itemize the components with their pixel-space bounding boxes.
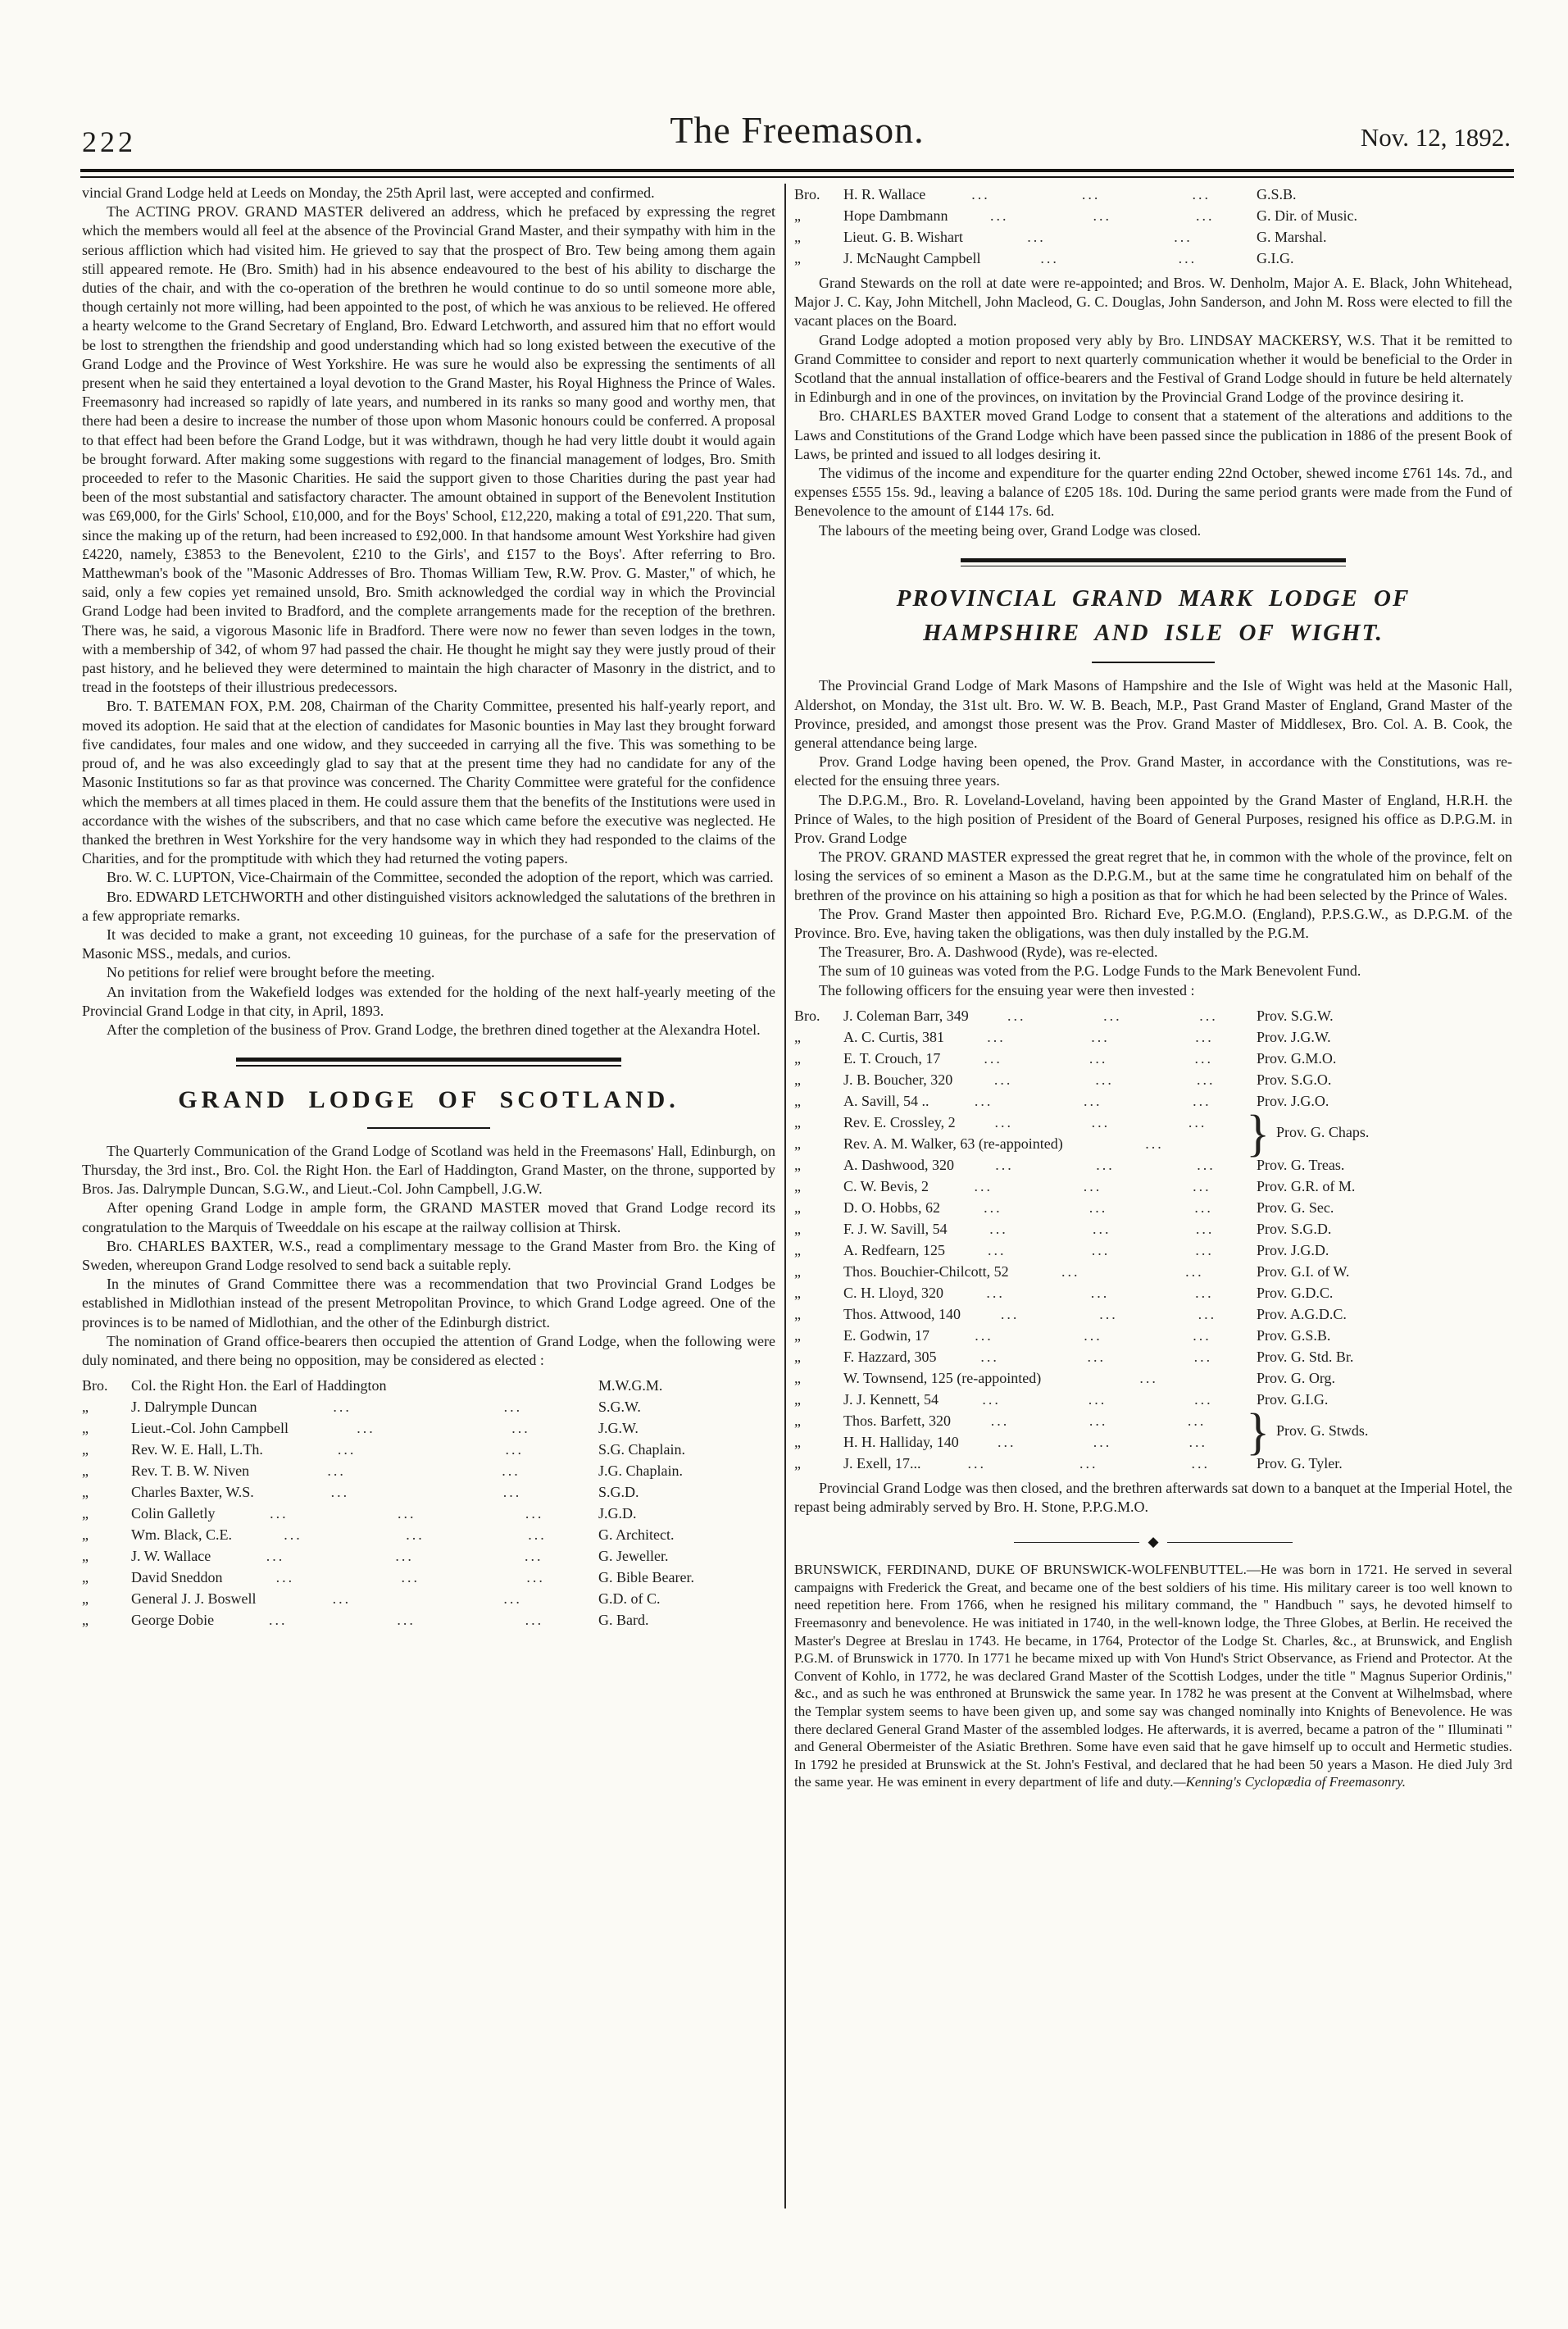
body-paragraph: Bro. T. BATEMAN FOX, P.M. 208, Chairman of the Charity Committee, presented his half-yearly report, and moved its adoption. He said that at the election of candidates for Masonic bounties in May last they brought forward five candidates, four males and one widow, and they succeeded in carrying all the five. This was something to be proud of, and he was also exceedingly glad to say that at the present time they had no candidate for any of the Masonic Institutions so far as that province was concerned. The Charity Committee were grateful for the confidence which the members at all times placed in them. He could assure them that the benefits of the Institutions were used in accordance with the wishes of the subscribers, and that no case which came before the executive was neglected. He thanked the brethren in West Yorkshire for the very handsome way in which they had responded to the claims of the Charities, and for the promptitude with which they had returned the voting papers. [82,698,775,867]
footnote-text: BRUNSWICK, FERDINAND, DUKE OF BRUNSWICK-WOLFENBUTTEL.—He was born in 1721. He served in several campaigns with Frederick the Great, and became one of the best soldiers of his time. His military career is too well known to need repetition here. From 1766, when he resigned his military command, the " Handbuch " says, he devoted himself to Freemasonry and benevolence. He was initiated in 1740, in the well-known lodge, the Three Globes, at Berlin. He received the Master's Degree at Breslau in 1743. He became, in 1764, Protector of the Lodge St. Charles, &c., at Brunswick, and English P.G.M. of Brunswick in 1770. In 1771 he became mixed up with Von Hund's Strict Observance, as Friend and Protector. At the Convent of Kohlo, in 1772, he was declared Grand Master of the Scottish Lodges, under the title " Magnus Superior Ordinis," &c., and as such he was enthroned at Brunswick the same year. In 1782 he was present at the Convent at Wilhelmsbad, where the Templar system seems to have been given up, and some say was changed nominally into Knights of Benevolence. He was there declared General Grand Master of the assembled lodges. He afterwards, it is averred, became a patron of the " Illuminati " and General Obermeister of the Asiatic Brethren. Some have even said that he gave himself up to occult and Hermetic studies. In 1792 he presided at Brunswick at the St. John's Festival, and declared that he had been 50 years a Mason. He died July 3rd the same year. He was eminent in every department of life and duty. [794,1562,1512,1790]
scotland-officer-list [82,1375,775,1631]
officer-row: „ Thos. Bouchier-Chilcott, 52 ... ... Prov. G.I. of W. [794,1262,1350,1280]
officer-row: „ Rev. A. M. Walker, 63 (re-appointed) ... [794,1135,1164,1152]
continuation-paragraph: vincial Grand Lodge held at Leeds on Monday, the 25th April last, were accepted and confirmed. [82,184,655,201]
body-paragraph: Grand Stewards on the roll at date were re-appointed; and Bros. W. Denholm, Major A. E. Black, John Whitehead, Major J. C. Kay, John Mitchell, John Macleod, G. C. Douglas, John Sanderson, and John M. Ross were elected to fill the vacant places on the Board. [794,275,1512,330]
officer-row: „ E. Godwin, 17 ... ... ... Prov. G.S.B. [794,1326,1331,1344]
officer-brace-group: „ Thos. Barfett, 320 ... ... ... „ H. H. Halliday, 140 ... ... ... } Prov. G. Stwds. [794,1403,1369,1460]
body-paragraph: The Quarterly Communication of the Grand Lodge of Scotland was held in the Freemasons' Hall, Edinburgh, on Thursday, the 3rd inst., Bro. Col. the Right Hon. the Earl of Haddington, Grand Master, on the throne, supported by Bros. Jas. Dalrymple Duncan, S.G.W., and Lieut.-Col. John Campbell, J.G.W. [82,1142,775,1198]
section-title-scotland: GRAND LODGE OF SCOTLAND. [178,1085,679,1113]
officer-row: „ Rev. T. B. W. Niven ... ... J.G. Chaplain. [82,1462,683,1480]
officer-row: „ Rev. W. E. Hall, L.Th. ... ... S.G. Chaplain. [82,1441,685,1458]
body-paragraph: The D.P.G.M., Bro. R. Loveland-Loveland, having been appointed by the Grand Master of England, H.R.H. the Prince of Wales, to the high position of President of the Board of General Purposes, resigned his office as D.P.G.M. in Prov. Grand Lodge [794,791,1512,847]
body-paragraph: An invitation from the Wakefield lodges was extended for the holding of the next half-yearly meeting of the Provincial Grand Lodge in that city, in April, 1893. [82,983,775,1019]
section-rule-thick [236,1058,621,1062]
body-paragraph: The Provincial Grand Lodge of Mark Masons of Hampshire and the Isle of Wight was held at the Masonic Hall, Aldershot, on Monday, the 31st ult. Bro. W. W. B. Beach, M.P., Past Grand Master of England, Grand Master of the Province, presided, and amongst those present was the Prov. Grand Master of Middlesex, Bro. Col. A. B. Cook, the general attendance being large. [794,677,1512,752]
body-paragraph: The nomination of Grand office-bearers then occupied the attention of Grand Lodge, when the following were duly nominated, and there being no opposition, may be considered as elected : [82,1332,775,1368]
officer-row: „ Hope Dambmann ... ... ... G. Dir. of Music. [794,207,1357,224]
officer-row: „ Rev. E. Crossley, 2 ... ... ... [794,1113,1207,1130]
body-paragraph: The following officers for the ensuing year were then invested : [819,981,1195,998]
officer-row: „ Thos. Attwood, 140 ... ... ... Prov. A.G.D.C. [794,1305,1347,1322]
officer-row: „ J. B. Boucher, 320 ... ... ... Prov. S.G.O. [794,1071,1332,1088]
officer-row: „ F. Hazzard, 305 ... ... ... Prov. G. Std. Br. [794,1348,1354,1365]
officer-row: „ George Dobie ... ... ... G. Bard. [82,1612,649,1629]
body-paragraph: Bro. CHARLES BAXTER moved Grand Lodge to consent that a statement of the alterations and additions to the Laws and Constitutions of the Grand Lodge which have been passed since the publication in 1886 of the present Book of Laws, be printed and issued to all lodges desiring it. [794,407,1512,462]
officer-row: „ J. Dalrymple Duncan ... ... S.G.W. [82,1399,641,1416]
officer-row: „ W. Townsend, 125 (re-appointed) ... Prov. G. Org. [794,1369,1336,1386]
section-title-line2: HAMPSHIRE AND ISLE OF WIGHT. [923,620,1384,647]
left-column [82,184,775,1635]
hampshire-officer-list [794,1005,1512,1474]
officer-row: „ J. J. Kennett, 54 ... ... ... Prov. G.I.G. [794,1390,1329,1408]
officer-row: „ J. McNaught Campbell ... ... G.I.G. [794,250,1294,266]
brunswick-footnote [794,1561,1512,1791]
body-paragraph: No petitions for relief were brought before the meeting. [107,964,435,981]
officer-row: „ A. Dashwood, 320 ... ... ... Prov. G. Treas. [794,1156,1345,1173]
body-paragraph: After the completion of the business of Prov. Grand Lodge, the brethren dined together at the Alexandra Hotel. [107,1021,761,1038]
body-paragraph: The labours of the meeting being over, Grand Lodge was closed. [819,521,1202,539]
body-paragraph: The ACTING PROV. GRAND MASTER delivered an address, which he prefaced by expressing the regret which the members would all feel at the absence of the Provincial Grand Master, and their sympathy with him in the serious affliction which had visited him. He grieved to say that the prospect of Bro. Tew being among them again still appeared remote. He (Bro. Smith) had in his absence endeavoured to the best of his ability to discharge the duties of the chair, and with the co-operation of the brethren he would continue to do so until someone more able, though certainly not more willing, had been appointed to the post, of which he was anxious to be relieved. He offered a hearty welcome to the Grand Secretary of England, Bro. Edward Letchworth, and assured him that no effort would be lost to strengthen the friendship and good understanding which had so long existed between the executive of the Grand Lodge and the Province of West Yorkshire. He was sure he would also be expressing the sentiments of all present when he said they entertained a loyal devotion to the Grand Master, his Royal Highness the Prince of Wales. Freemasonry had increased so rapidly of late years, and numbered in its ranks so many good and worthy men, that there had been a desire to increase the number of those upon whom Masonic honours could be conferred. A proposal to that effect had been before the Grand Lodge, but it was withdrawn, though he had very little doubt it would again be brought forward. After making some suggestions with regard to the financial management of lodges, Bro. Smith proceeded to refer to the Masonic Charities. He said the support given to those Charities during the past year had been of the most substantial and satisfactory character. The amount obtained in support of the Benevolent Institution was £69,000, for the Girls' School, £10,000, and for the Boys' School, £12,220, making a total of £91,220. That sum, since the making up of the return, had been increased to £92,000. In that handsome amount West Yorkshire had given £4220, namely, £3853 to the Benevolent, £210 to the Girls', and £157 to the Boys'. After referring to Bro. Matthewman's book of the "Masonic Addresses of Bro. Thomas William Tew, R.W. Prov. G. Master," of which, he said, only a few copies yet remained unsold, Bro. Smith acknowledged the cordial way in which the Provincial Grand Lodge had been invited to Bradford, and the complete arrangements made for the reception of the brethren. There was, he said, a vigorous Masonic life in Bradford. There were now no fewer than seven lodges in the town, with a membership of 342, of whom 97 had passed the chair. He thought he might say they were justly proud of their past history, and he believed they were determined to maintain the high character of Masonry in the district, and to tread in the footsteps of their illustrious predecessors. [82,203,775,696]
body-paragraph: The PROV. GRAND MASTER expressed the great regret that he, in common with the whole of the province, felt on losing the services of so eminent a Mason as the D.P.G.M., but at the same time he congratulated him on behalf of the brethren of the province on his attaining so high a position as that for which he had been selected by the Prince of Wales. [794,848,1512,903]
officer-row: „ F. J. W. Savill, 54 ... ... ... Prov. S.G.D. [794,1220,1332,1237]
hampshire-report [794,676,1512,999]
officer-row: „ Thos. Barfett, 320 ... ... ... [794,1412,1207,1429]
divider-line [1014,1542,1139,1544]
hampshire-closing-paragraph: Provincial Grand Lodge was then closed, and the brethren afterwards sat down to a banquet at the Imperial Hotel, the repast being admirably served by Bro. H. Stone, P.P.G.M.O. [794,1479,1512,1516]
officer-row: Bro. H. R. Wallace ... ... ... G.S.B. [794,186,1297,202]
body-paragraph: The Prov. Grand Master then appointed Bro. Richard Eve, P.G.M.O. (England), P.P.S.G.W., as D.P.G.M. of the Province. Bro. Eve, having taken the obligations, was then duly installed by the P.G.M. [794,905,1512,942]
body-paragraph: It was decided to make a grant, not exceeding 10 guineas, for the purchase of a safe for the preservation of Masonic MSS., medals, and curios. [82,926,775,962]
issue-date: Nov. 12, 1892. [1360,123,1511,152]
scotland-report [82,1142,775,1370]
officer-row: „ H. H. Halliday, 140 ... ... ... [794,1433,1208,1450]
body-paragraph: The Treasurer, Bro. A. Dashwood (Ryde), was re-elected. [819,944,1158,961]
officer-row: „ David Sneddon ... ... ... G. Bible Bearer. [82,1569,694,1586]
scotland-officer-list-continued [794,184,1512,269]
officer-row: „ Wm. Black, C.E. ... ... ... G. Architect. [82,1526,675,1544]
divider-line [1167,1542,1293,1544]
scotland-report-continued [794,274,1512,540]
header-rule-thin [80,176,1514,178]
officer-row: „ A. Redfearn, 125 ... ... ... Prov. J.G.D. [794,1241,1329,1258]
footnote-source: —Kenning's Cyclopædia of Freemasonry. [1173,1774,1406,1790]
section-rule-thin [961,566,1346,567]
body-paragraph: The vidimus of the income and expenditure for the quarter ending 22nd October, shewed income £761 14s. 7d., and expenses £555 15s. 9d., leaving a balance of £205 18s. 10d. During the same period grants were made from the Fund of Benevolence to the amount of £144 17s. 6d. [794,465,1512,520]
officer-row: „ Lieut.-Col. John Campbell ... ... J.G.W. [82,1420,639,1437]
brace-icon: } [1246,1104,1270,1162]
body-paragraph: The sum of 10 guineas was voted from the P.G. Lodge Funds to the Mark Benevolent Fund. [819,962,1361,980]
section-subrule [1092,662,1215,663]
right-column [794,184,1512,1791]
officer-brace-group: „ Rev. E. Crossley, 2 ... ... ... „ Rev. A. M. Walker, 63 (re-appointed) ... } Prov. G. Chaps. [794,1104,1370,1162]
section-rule-thick [961,558,1346,562]
west-yorkshire-report [82,202,775,1039]
officer-row: Bro. Col. the Right Hon. the Earl of Haddington M.W.G.M. [82,1377,663,1394]
diamond-divider-icon: ◆ [1148,1534,1159,1550]
officer-row: „ General J. J. Boswell ... ... G.D. of C. [82,1590,661,1608]
officer-row: „ J. W. Wallace ... ... ... G. Jeweller. [82,1548,669,1565]
body-paragraph: In the minutes of Grand Committee there was a recommendation that two Provincial Grand Lodges be established in Midlothian instead of the present Metropolitan Province, to which Grand Lodge agreed. One of the provinces is to be named of Midlothian, and the other of the Edinburgh district. [82,1276,775,1331]
column-divider [784,184,786,2208]
officer-row: „ A. Savill, 54 .. ... ... ... Prov. J.G.O. [794,1092,1329,1109]
officer-row: „ D. O. Hobbs, 62 ... ... ... Prov. G. Sec. [794,1199,1334,1216]
page-header [80,105,1514,171]
officer-row: Bro. J. Coleman Barr, 349 ... ... ... Prov. S.G.W. [794,1007,1334,1024]
body-paragraph: Grand Lodge adopted a motion proposed very ably by Bro. LINDSAY MACKERSY, W.S. That it be remitted to Grand Committee to consider and report to next quarterly communication whether it would be beneficial to the Order in Scotland that the annual installation of office-bearers and the Festival of Grand Lodge should in future be held alternately in Edinburgh and in one of the provinces, on invitation by the Provincial Grand Lodge of the province desiring it. [794,331,1512,406]
officer-row: „ Charles Baxter, W.S. ... ... S.G.D. [82,1484,639,1501]
footnote-divider [1014,1534,1293,1550]
page-number: 222 [82,125,136,158]
body-paragraph: Bro. W. C. LUPTON, Vice-Chairmain of the Committee, seconded the adoption of the report, which was carried. [107,869,774,886]
body-paragraph: Prov. Grand Lodge having been opened, the Prov. Grand Master, in accordance with the Constitutions, was re-elected for the ensuing three years. [794,753,1512,789]
section-title-hampshire [794,581,1512,650]
body-paragraph: Bro. CHARLES BAXTER, W.S., read a complimentary message to the Grand Master from Bro. the King of Sweden, whereupon Grand Lodge resolved to send back a suitable reply. [82,1237,775,1273]
brace-icon: } [1246,1403,1270,1460]
officer-row: „ E. T. Crouch, 17 ... ... ... Prov. G.M.O. [794,1049,1337,1067]
header-rule-thick [80,169,1514,172]
section-title-line1: PROVINCIAL GRAND MARK LODGE OF [896,585,1411,612]
officer-row: „ C. H. Lloyd, 320 ... ... ... Prov. G.D.C. [794,1284,1334,1301]
officer-row: „ J. Exell, 17... ... ... ... Prov. G. Tyler. [794,1454,1343,1472]
scotland-section-heading [82,1058,775,1129]
section-rule-thin [236,1065,621,1067]
officer-row: „ A. C. Curtis, 381 ... ... ... Prov. J.G.W. [794,1028,1331,1045]
masthead-title: The Freemason. [670,109,925,151]
officer-row: „ C. W. Bevis, 2 ... ... ... Prov. G.R. of M. [794,1177,1356,1194]
section-subrule [367,1127,490,1129]
body-paragraph: After opening Grand Lodge in ample form, the GRAND MASTER moved that Grand Lodge record its congratulation to the Marquis of Tweeddale on his escape at the railway collision at Thirsk. [82,1199,775,1235]
officer-row: „ Lieut. G. B. Wishart ... ... G. Marshal. [794,229,1327,245]
body-paragraph: Bro. EDWARD LETCHWORTH and other distinguished visitors acknowledged the salutations of the brethren in a few appropriate remarks. [82,888,775,924]
hampshire-section-heading [794,558,1512,664]
officer-row: „ Colin Galletly ... ... ... J.G.D. [82,1505,637,1522]
